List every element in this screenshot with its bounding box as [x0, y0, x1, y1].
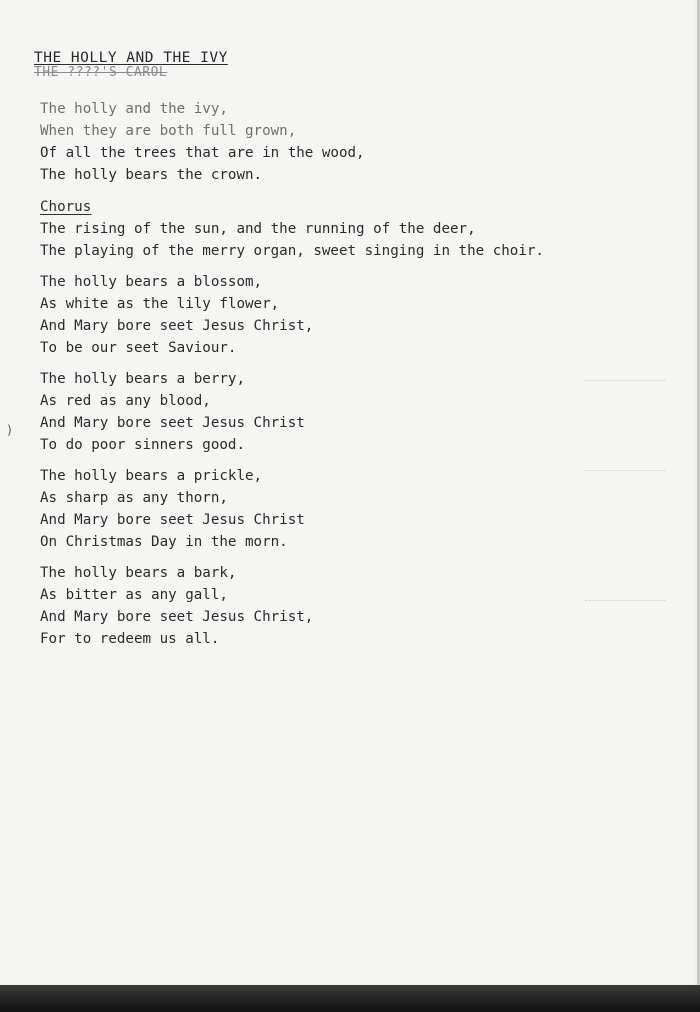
lyric-line: And Mary bore seet Jesus Christ [40, 415, 305, 431]
lyric-line: As white as the lily flower, [40, 296, 280, 312]
bleed-through-mark [585, 470, 665, 472]
lyric-line: To do poor sinners good. [40, 437, 245, 453]
lyric-line: As red as any blood, [40, 393, 211, 409]
verse-4 [40, 465, 680, 553]
lyric-line: And Mary bore seet Jesus Christ [40, 512, 305, 528]
verse-2 [40, 271, 680, 359]
title-block [34, 50, 228, 80]
lyric-line: To be our seet Saviour. [40, 340, 237, 356]
lyric-line: The playing of the merry organ, sweet singing in the choir. [40, 243, 544, 259]
lyric-line: The holly bears the crown. [40, 167, 263, 183]
song-subtitle: THE ????'S CAROL [34, 65, 168, 80]
chorus-heading: Chorus [40, 199, 92, 215]
scanner-edge [0, 985, 700, 1012]
lyric-line: The holly bears a blossom, [40, 274, 263, 290]
verse-3 [40, 368, 680, 456]
verse-5 [40, 562, 680, 650]
song-title: THE HOLLY AND THE IVY [34, 50, 228, 66]
lyric-line: The holly and the ivy, [40, 101, 228, 117]
chorus [40, 218, 680, 262]
verse-1 [40, 98, 680, 186]
lyric-line: And Mary bore seet Jesus Christ, [40, 318, 314, 334]
lyric-line: Of all the trees that are in the wood, [40, 145, 365, 161]
margin-mark: ) [6, 423, 14, 437]
lyric-line: And Mary bore seet Jesus Christ, [40, 609, 314, 625]
lyric-line: The holly bears a berry, [40, 371, 245, 387]
lyrics-body [40, 98, 680, 659]
lyric-line: For to redeem us all. [40, 631, 220, 647]
lyric-line: The holly bears a bark, [40, 565, 237, 581]
lyric-line: When they are both full grown, [40, 123, 297, 139]
bleed-through-mark [585, 380, 665, 382]
lyric-line: The rising of the sun, and the running of the deer, [40, 221, 476, 237]
lyric-line: As sharp as any thorn, [40, 490, 228, 506]
lyric-line: The holly bears a prickle, [40, 468, 263, 484]
lyric-line: As bitter as any gall, [40, 587, 228, 603]
lyric-line: On Christmas Day in the morn. [40, 534, 288, 550]
bleed-through-mark [585, 600, 665, 602]
